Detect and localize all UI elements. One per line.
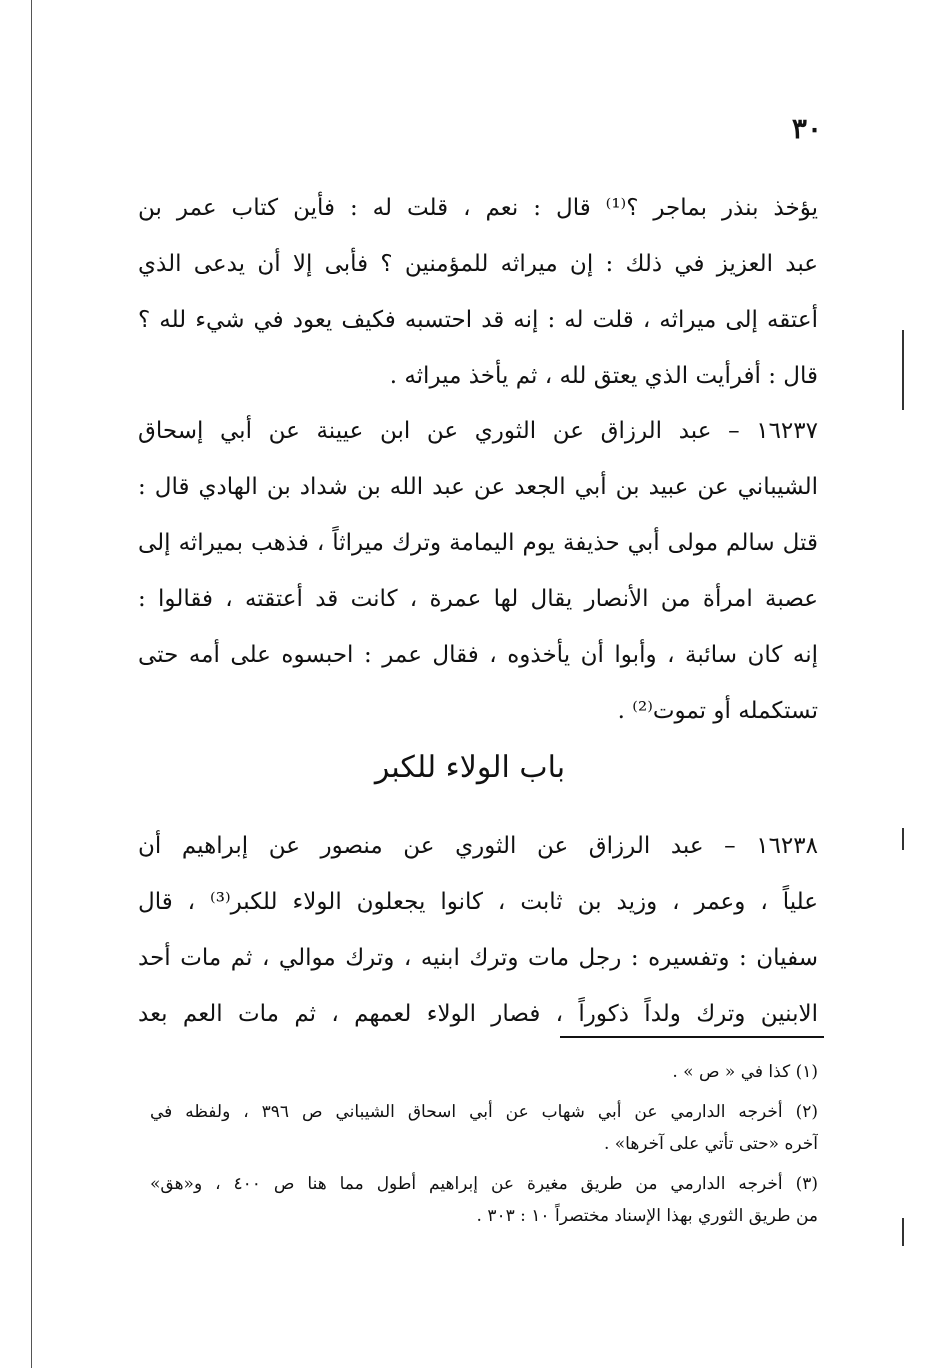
page-right-edge-mark xyxy=(902,1218,904,1246)
paragraph-hadith-16238 xyxy=(138,818,818,1042)
text-line: يؤخذ بنذر بماجر ؟⁽¹⁾ قال : نعم ، قلت له : فأين كتاب عمر بن xyxy=(138,195,818,221)
footnote-divider xyxy=(560,1036,824,1038)
footnote-3-cont: من طريق الثوري بهذا الإسناد مختصراً ١٠ : ٣٠٣ . xyxy=(476,1206,818,1226)
text-line: عبد العزيز في ذلك : إن ميراثه للمؤمنين ؟ فأبى إلا أن يدعى الذي xyxy=(138,251,818,277)
text-line: علياً ، وعمر ، وزيد بن ثابت ، كانوا يجعلون الولاء للكبر⁽³⁾ ، قال xyxy=(138,889,818,915)
text-line: الشيباني عن عبيد بن أبي الجعد عن عبد الله بن شداد بن الهادي قال : xyxy=(138,474,818,500)
footnote-1: (١) كذا في « ص » . xyxy=(672,1062,818,1082)
text-line: سفيان : وتفسيره : رجل مات وترك ابنيه ، وترك موالي ، ثم مات أحد xyxy=(138,945,818,971)
page-left-edge xyxy=(31,0,32,1368)
text-line: ١٦٢٣٨ – عبد الرزاق عن الثوري عن منصور عن إبراهيم أن xyxy=(138,833,818,859)
text-line: ١٦٢٣٧ – عبد الرزاق عن الثوري عن ابن عيينة عن أبي إسحاق xyxy=(138,418,818,444)
text-line: عصبة امرأة من الأنصار يقال لها عمرة ، كانت قد أعتقته ، فقالوا : xyxy=(138,586,818,612)
footnotes xyxy=(150,1056,818,1232)
chapter-heading: باب الولاء للكبر xyxy=(374,750,566,785)
page-number: ٣٠ xyxy=(791,112,822,145)
text-line: قتل سالم مولى أبي حذيفة يوم اليمامة وترك ميراثاً ، فذهب بميراثه إلى xyxy=(138,530,818,556)
text-line: إنه كان سائبة ، وأبوا أن يأخذوه ، فقال عمر : احبسوه على أمه حتى xyxy=(138,642,818,668)
page-right-edge-mark xyxy=(902,828,904,850)
footnote-3: (٣) أخرجه الدارمي من طريق مغيرة عن إبراهيم أطول مما هنا ص ٤٠٠ ، و«هق» xyxy=(150,1174,818,1194)
footnote-2-cont: آخره «حتى تأتي على آخرها» . xyxy=(603,1134,818,1154)
text-line: قال : أفرأيت الذي يعتق لله ، ثم يأخذ ميراثه . xyxy=(389,363,818,389)
footnote-2: (٢) أخرجه الدارمي عن أبي شهاب عن أبي اسحاق الشيباني ص ٣٩٦ ، ولفظه في xyxy=(150,1102,818,1122)
text-line: تستكمله أو تموت⁽²⁾ . xyxy=(617,698,818,724)
text-line: أعتقه إلى ميراثه ، قلت له : إنه قد احتسبه فكيف يعود في شيء لله ؟ xyxy=(138,307,818,333)
paragraph-continuation xyxy=(138,180,818,404)
paragraph-hadith-16237 xyxy=(138,403,818,739)
text-line: الابنين وترك ولداً ذكوراً ، فصار الولاء لعمهم ، ثم مات العم بعد xyxy=(138,1001,818,1027)
page-right-edge-mark xyxy=(902,330,904,410)
